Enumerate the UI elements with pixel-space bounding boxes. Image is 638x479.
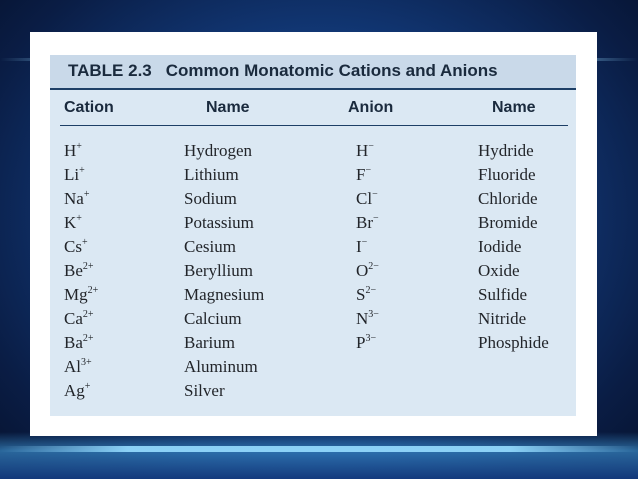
cation-charge: +	[83, 189, 90, 200]
anion-symbol	[356, 163, 379, 187]
bottom-glow	[0, 432, 638, 479]
cation-element: Ba	[64, 333, 83, 352]
anion-element: O	[356, 261, 369, 280]
cation-charge: 2+	[82, 261, 94, 272]
table-number: TABLE 2.3	[68, 61, 152, 80]
cation-element: Ca	[64, 309, 83, 328]
table-caption: Common Monatomic Cations and Anions	[165, 61, 498, 80]
cation-element: Cs	[64, 237, 82, 256]
anion-name: Sulfide	[478, 285, 528, 304]
cation-charge: +	[84, 381, 91, 392]
anion-element: I	[356, 237, 362, 256]
cation-symbol-column	[64, 139, 98, 403]
anion-symbol	[356, 211, 379, 235]
anion-symbol	[356, 307, 379, 331]
anion-element: Cl	[356, 189, 373, 208]
cation-element: Ag	[64, 381, 85, 400]
cation-name: Potassium	[184, 213, 254, 232]
cation-name: Sodium	[184, 189, 237, 208]
header-cation: Cation	[64, 99, 114, 116]
cation-name: Aluminum	[184, 357, 258, 376]
anion-symbol	[356, 235, 379, 259]
anion-element: S	[356, 285, 366, 304]
anion-charge: 2−	[368, 261, 379, 272]
header-rule	[60, 125, 568, 126]
table-title	[68, 61, 498, 81]
cation-name: Cesium	[184, 237, 236, 256]
anion-charge: 3−	[365, 333, 377, 344]
cation-charge: +	[79, 165, 85, 176]
cation-charge: 2+	[82, 333, 94, 344]
anion-charge: −	[368, 141, 374, 152]
anion-name: Phosphide	[478, 333, 549, 352]
anion-symbol	[356, 283, 379, 307]
cation-name: Silver	[184, 381, 225, 400]
anion-element: F	[356, 165, 366, 184]
anion-name: Chloride	[478, 189, 538, 208]
cation-charge: 2+	[87, 285, 99, 296]
anion-name: Oxide	[478, 261, 520, 280]
cation-name: Beryllium	[184, 261, 253, 280]
cation-symbol	[64, 283, 98, 307]
cation-symbol	[64, 211, 98, 235]
cation-symbol	[64, 187, 98, 211]
cation-element: Li	[64, 165, 80, 184]
cation-symbol	[64, 379, 98, 403]
cation-symbol	[64, 307, 98, 331]
cation-name-column	[184, 139, 264, 403]
cation-name: Lithium	[184, 165, 239, 184]
cation-charge: +	[81, 237, 88, 248]
cation-symbol	[64, 163, 98, 187]
anion-element: P	[356, 333, 366, 352]
cation-element: Al	[64, 357, 81, 376]
cation-element: K	[64, 213, 77, 232]
anion-charge: −	[372, 189, 378, 200]
cation-name: Barium	[184, 333, 235, 352]
cation-name: Calcium	[184, 309, 242, 328]
cation-symbol	[64, 139, 98, 163]
cation-name: Hydrogen	[184, 141, 252, 160]
cation-charge: 3+	[81, 357, 92, 368]
cation-symbol	[64, 235, 98, 259]
cation-symbol	[64, 355, 98, 379]
anion-name: Hydride	[478, 141, 534, 160]
anion-charge: 2−	[365, 285, 377, 296]
cation-element: H	[64, 141, 77, 160]
cation-name: Magnesium	[184, 285, 265, 304]
anion-charge: −	[365, 165, 372, 176]
cation-element: Mg	[64, 285, 88, 304]
cation-symbol	[64, 259, 98, 283]
header-anion-name: Name	[492, 99, 536, 116]
light-streak-bottom	[0, 446, 638, 452]
header-anion: Anion	[348, 99, 394, 116]
header-cation-name: Name	[206, 99, 250, 116]
anion-element: Br	[356, 213, 373, 232]
anion-symbol-column	[356, 139, 379, 355]
anion-name-column	[478, 139, 549, 355]
anion-charge: −	[373, 213, 379, 224]
table-title-bar	[50, 55, 576, 90]
cation-element: Na	[64, 189, 84, 208]
cation-element: Be	[64, 261, 83, 280]
ion-table	[50, 55, 576, 416]
anion-charge: −	[361, 237, 368, 248]
anion-element: H	[356, 141, 369, 160]
anion-symbol	[356, 187, 379, 211]
anion-charge: 3−	[368, 309, 379, 320]
anion-symbol	[356, 139, 379, 163]
anion-name: Nitride	[478, 309, 527, 328]
anion-name: Bromide	[478, 213, 538, 232]
cation-charge: 2+	[82, 309, 94, 320]
cation-charge: +	[76, 213, 82, 224]
anion-name: Fluoride	[478, 165, 536, 184]
cation-symbol	[64, 331, 98, 355]
cation-charge: +	[76, 141, 82, 152]
anion-element: N	[356, 309, 369, 328]
anion-symbol	[356, 259, 379, 283]
anion-symbol	[356, 331, 379, 355]
anion-name: Iodide	[478, 237, 522, 256]
